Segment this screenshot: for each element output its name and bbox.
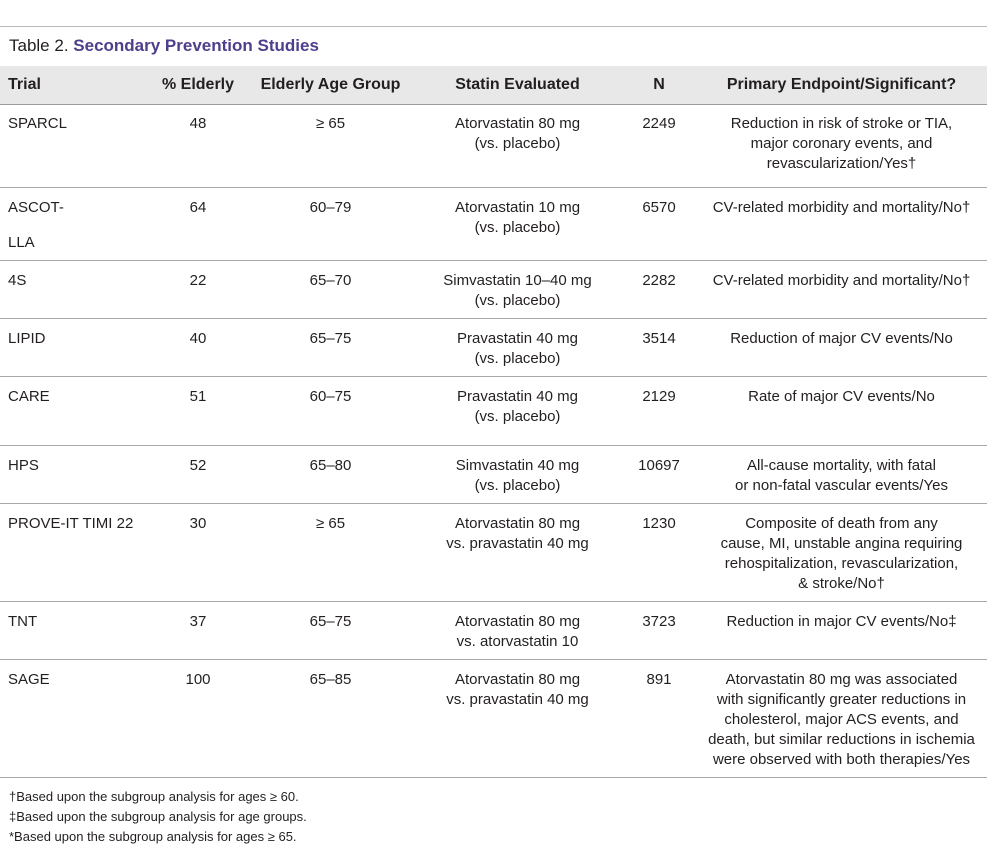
- cell-endpoint-line: with significantly greater reductions in: [716, 691, 967, 708]
- cell-endpoint-line: CV-related morbidity and mortality/No†: [712, 199, 971, 216]
- table-row: [0, 188, 987, 261]
- cell-n: 10697: [638, 457, 680, 474]
- cell-statin: [413, 261, 622, 319]
- cell-statin-line: (vs. placebo): [474, 135, 561, 152]
- table-row: [0, 446, 987, 504]
- cell-trial-line: 4S: [8, 272, 27, 289]
- cell-age-group: ≥ 65: [315, 515, 346, 532]
- table-caption: [9, 36, 319, 56]
- cell-trial: [0, 104, 148, 188]
- table-label: Table 2.: [9, 36, 69, 55]
- col-header-trial: Trial: [8, 76, 41, 93]
- cell-n: 1230: [642, 515, 676, 532]
- cell-n: 6570: [642, 199, 676, 216]
- cell-statin: [413, 377, 622, 446]
- cell-trial-line: SAGE: [8, 671, 50, 688]
- cell-trial: [0, 446, 148, 504]
- col-header-elderly-percent: % Elderly: [161, 76, 235, 93]
- cell-endpoint: [696, 261, 987, 319]
- footnote-double-dagger: ‡Based upon the subgroup analysis for age groups.: [9, 809, 307, 824]
- table-row: [0, 504, 987, 602]
- cell-endpoint-line: death, but similar reductions in ischemia: [708, 731, 975, 748]
- cell-elderly-percent: 30: [189, 515, 207, 532]
- cell-statin-line: Pravastatin 40 mg: [457, 330, 578, 347]
- cell-statin: [413, 602, 622, 660]
- table-row: [0, 104, 987, 188]
- col-header-age-group: Elderly Age Group: [260, 76, 401, 93]
- cell-endpoint: [696, 104, 987, 188]
- cell-statin-line: Atorvastatin 80 mg: [454, 515, 581, 532]
- footnote-asterisk: *Based upon the subgroup analysis for ages ≥ 65.: [9, 829, 297, 844]
- cell-endpoint-line: Composite of death from any: [745, 515, 938, 532]
- cell-endpoint-line: Atorvastatin 80 mg was associated: [725, 671, 958, 688]
- cell-elderly-percent: 51: [189, 388, 207, 405]
- cell-trial: [0, 377, 148, 446]
- cell-elderly-percent: 64: [189, 199, 207, 216]
- cell-endpoint: [696, 319, 987, 377]
- footnote-dagger: †Based upon the subgroup analysis for ages ≥ 60.: [9, 789, 299, 804]
- cell-endpoint-line: Rate of major CV events/No: [748, 388, 935, 405]
- cell-statin-line: Atorvastatin 80 mg: [454, 115, 581, 132]
- cell-statin: [413, 188, 622, 261]
- cell-trial: [0, 602, 148, 660]
- table-body: [0, 104, 987, 778]
- cell-endpoint-line: CV-related morbidity and mortality/No†: [712, 272, 971, 289]
- cell-age-group: ≥ 65: [315, 115, 346, 132]
- cell-statin-line: vs. pravastatin 40 mg: [446, 535, 589, 552]
- table-row: [0, 261, 987, 319]
- cell-statin-line: (vs. placebo): [474, 292, 561, 309]
- cell-statin: [413, 446, 622, 504]
- cell-n: 891: [646, 671, 672, 688]
- cell-endpoint-line: were observed with both therapies/Yes: [712, 751, 971, 768]
- cell-statin-line: vs. pravastatin 40 mg: [446, 691, 589, 708]
- cell-elderly-percent: 48: [189, 115, 207, 132]
- cell-trial: [0, 660, 148, 778]
- cell-age-group: 65–70: [309, 272, 352, 289]
- table-title: Secondary Prevention Studies: [73, 36, 319, 55]
- cell-trial: [0, 504, 148, 602]
- cell-n: 2282: [642, 272, 676, 289]
- cell-endpoint-line: Reduction in major CV events/No‡: [726, 613, 957, 630]
- col-header-endpoint: Primary Endpoint/Significant?: [726, 76, 957, 93]
- cell-statin-line: Pravastatin 40 mg: [457, 388, 578, 405]
- cell-trial-line: PROVE-IT TIMI 22: [8, 515, 134, 532]
- top-rule: [0, 26, 987, 27]
- table-row: [0, 319, 987, 377]
- cell-statin: [413, 104, 622, 188]
- cell-trial-line: LLA: [8, 234, 35, 251]
- col-header-n: N: [653, 76, 665, 93]
- cell-age-group: 60–75: [309, 388, 352, 405]
- cell-age-group: 65–85: [309, 671, 352, 688]
- cell-statin-line: vs. atorvastatin 10: [456, 633, 579, 650]
- cell-endpoint: [696, 504, 987, 602]
- cell-endpoint: [696, 660, 987, 778]
- table-row: [0, 660, 987, 778]
- header-row: [0, 66, 987, 104]
- cell-statin: [413, 504, 622, 602]
- cell-endpoint: [696, 377, 987, 446]
- cell-endpoint: [696, 188, 987, 261]
- cell-endpoint-line: cause, MI, unstable angina requiring: [720, 535, 963, 552]
- cell-endpoint: [696, 602, 987, 660]
- cell-elderly-percent: 100: [185, 671, 211, 688]
- cell-n: 3514: [642, 330, 676, 347]
- cell-elderly-percent: 22: [189, 272, 207, 289]
- cell-statin-line: (vs. placebo): [474, 350, 561, 367]
- cell-endpoint-line: cholesterol, major ACS events, and: [724, 711, 959, 728]
- cell-n: 3723: [642, 613, 676, 630]
- cell-elderly-percent: 40: [189, 330, 207, 347]
- cell-trial: [0, 188, 148, 261]
- prevention-studies-table: [0, 66, 987, 778]
- cell-n: 2249: [642, 115, 676, 132]
- table-row: [0, 602, 987, 660]
- cell-elderly-percent: 37: [189, 613, 207, 630]
- table-row: [0, 377, 987, 446]
- cell-n: 2129: [642, 388, 676, 405]
- cell-statin-line: Simvastatin 10–40 mg: [443, 272, 592, 289]
- cell-trial-line: TNT: [8, 613, 38, 630]
- cell-trial-line: HPS: [8, 457, 39, 474]
- cell-statin-line: Atorvastatin 80 mg: [454, 671, 581, 688]
- cell-statin-line: (vs. placebo): [474, 477, 561, 494]
- cell-statin-line: Atorvastatin 10 mg: [454, 199, 581, 216]
- cell-endpoint: [696, 446, 987, 504]
- cell-statin-line: Atorvastatin 80 mg: [454, 613, 581, 630]
- cell-endpoint-line: revascularization/Yes†: [766, 155, 917, 172]
- cell-age-group: 65–75: [309, 613, 352, 630]
- col-header-statin: Statin Evaluated: [455, 76, 580, 93]
- cell-statin-line: (vs. placebo): [474, 408, 561, 425]
- cell-endpoint-line: or non-fatal vascular events/Yes: [735, 477, 948, 494]
- cell-age-group: 65–75: [309, 330, 352, 347]
- cell-statin: [413, 319, 622, 377]
- cell-trial-line: CARE: [8, 388, 50, 405]
- cell-endpoint-line: Reduction in risk of stroke or TIA,: [730, 115, 953, 132]
- cell-age-group: 65–80: [309, 457, 352, 474]
- cell-trial-line: ASCOT-: [8, 199, 64, 216]
- cell-endpoint-line: major coronary events, and: [750, 135, 933, 152]
- cell-trial-line: LIPID: [8, 330, 46, 347]
- cell-endpoint-line: All-cause mortality, with fatal: [747, 457, 936, 474]
- cell-age-group: 60–79: [309, 199, 352, 216]
- cell-endpoint-line: rehospitalization, revascularization,: [724, 555, 959, 572]
- footnotes: [9, 787, 307, 847]
- cell-endpoint-line: & stroke/No†: [798, 575, 885, 592]
- cell-statin-line: Simvastatin 40 mg: [455, 457, 580, 474]
- cell-elderly-percent: 52: [189, 457, 207, 474]
- cell-endpoint-line: Reduction of major CV events/No: [730, 330, 953, 347]
- cell-trial: [0, 261, 148, 319]
- cell-statin: [413, 660, 622, 778]
- cell-trial: [0, 319, 148, 377]
- cell-statin-line: (vs. placebo): [474, 219, 561, 236]
- cell-trial-line: SPARCL: [8, 115, 67, 132]
